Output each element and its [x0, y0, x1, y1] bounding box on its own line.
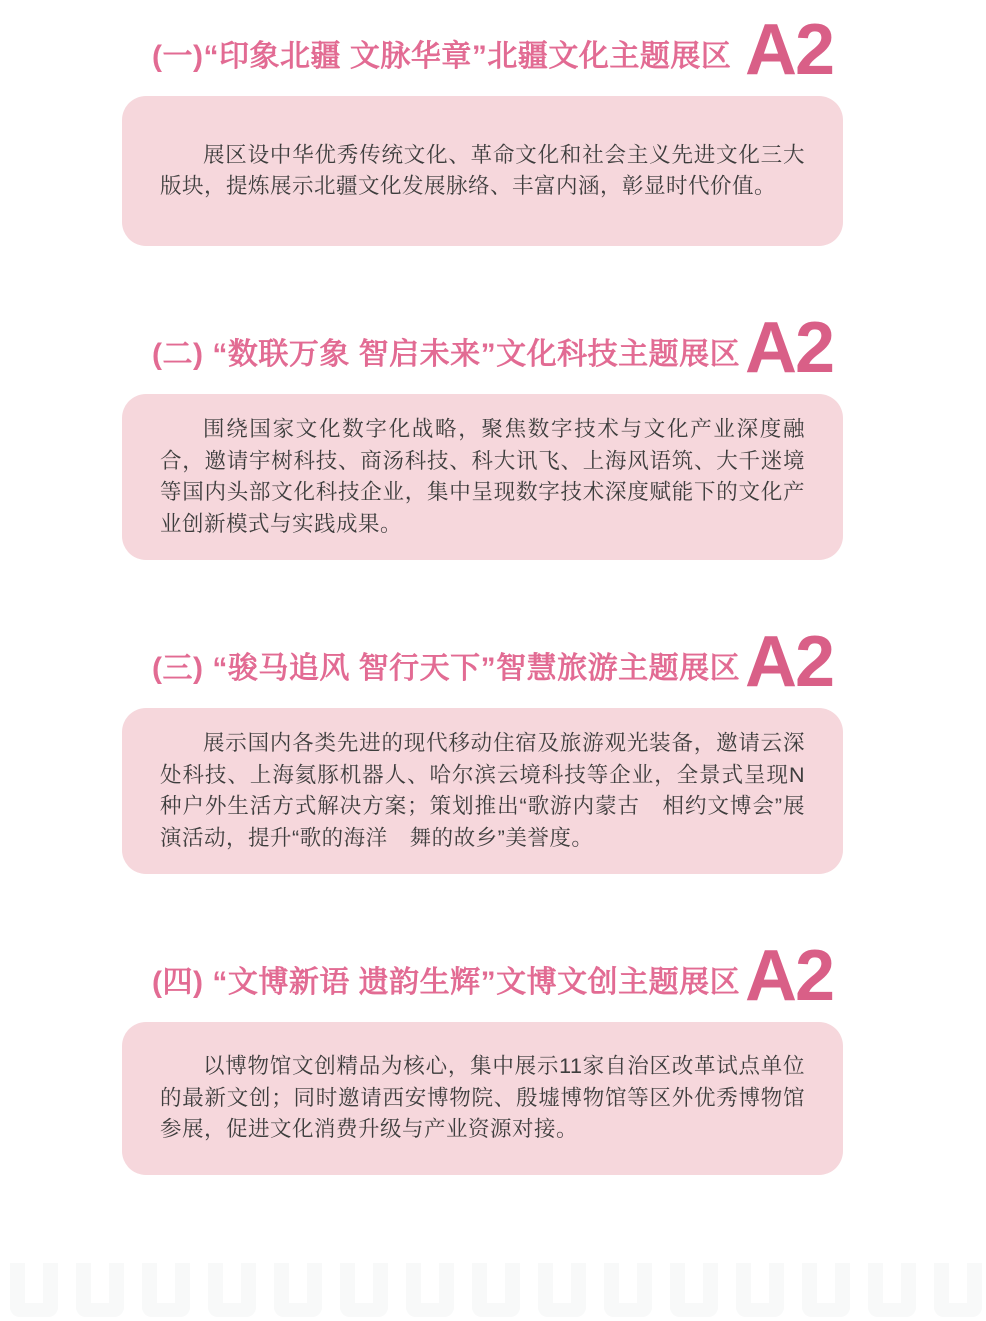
section-3-heading: (三) “骏马追风 智行天下”智慧旅游主题展区 [152, 652, 741, 685]
footer-u-shape [208, 1263, 256, 1317]
section-1-heading: (一)“印象北疆 文脉华章”北疆文化主题展区 [152, 40, 732, 73]
footer-u-shape [472, 1263, 520, 1317]
footer-u-shape [934, 1263, 982, 1317]
section-4-zone-badge: A2 [744, 936, 833, 1017]
footer-u-shape [736, 1263, 784, 1317]
section-2-body-box [122, 394, 843, 560]
section-2 [122, 308, 843, 560]
footer-u-shape [406, 1263, 454, 1317]
section-1 [122, 10, 843, 246]
section-3-header [122, 622, 843, 703]
section-3-body-text: 展示国内各类先进的现代移动住宿及旅游观光装备，邀请云深处科技、上海氦豚机器人、哈尔滨云境科技等企业，全景式呈现N种户外生活方式解决方案；策划推出“歌游内蒙古 相约文博会”展演活动，提升“歌的海洋 舞的故乡”美誉度。 [160, 731, 805, 850]
section-3 [122, 622, 843, 874]
footer-u-shape [670, 1263, 718, 1317]
section-4-heading: (四) “文博新语 遗韵生辉”文博文创主题展区 [152, 966, 741, 999]
section-2-body-text: 围绕国家文化数字化战略，聚焦数字技术与文化产业深度融合，邀请宇树科技、商汤科技、科大讯飞、上海风语筑、大千迷境等国内头部文化科技企业，集中呈现数字技术深度赋能下的文化产业创新模式与实践成果。 [160, 417, 805, 536]
section-1-header [122, 10, 843, 91]
section-4-header [122, 936, 843, 1017]
footer-u-shape [538, 1263, 586, 1317]
section-4-body-text: 以博物馆文创精品为核心，集中展示11家自治区改革试点单位的最新文创；同时邀请西安博物院、殷墟博物馆等区外优秀博物馆参展，促进文化消费升级与产业资源对接。 [160, 1054, 805, 1142]
footer-u-shape [868, 1263, 916, 1317]
section-4-body-box [122, 1022, 843, 1175]
section-1-body-box [122, 96, 843, 246]
section-1-zone-badge: A2 [744, 10, 833, 91]
section-3-zone-badge: A2 [744, 622, 833, 703]
footer-u-shape [76, 1263, 124, 1317]
section-2-header [122, 308, 843, 389]
footer-pattern [0, 1263, 986, 1317]
footer-u-shape [802, 1263, 850, 1317]
footer-u-shape [10, 1263, 58, 1317]
footer-u-shape [142, 1263, 190, 1317]
footer-u-shape [604, 1263, 652, 1317]
section-3-body-box [122, 708, 843, 874]
section-4 [122, 936, 843, 1175]
footer-u-shape [274, 1263, 322, 1317]
section-2-zone-badge: A2 [744, 308, 833, 389]
section-2-heading: (二) “数联万象 智启未来”文化科技主题展区 [152, 338, 741, 371]
section-1-body-text: 展区设中华优秀传统文化、革命文化和社会主义先进文化三大版块，提炼展示北疆文化发展脉络、丰富内涵，彰显时代价值。 [160, 142, 805, 198]
footer-u-shape [340, 1263, 388, 1317]
